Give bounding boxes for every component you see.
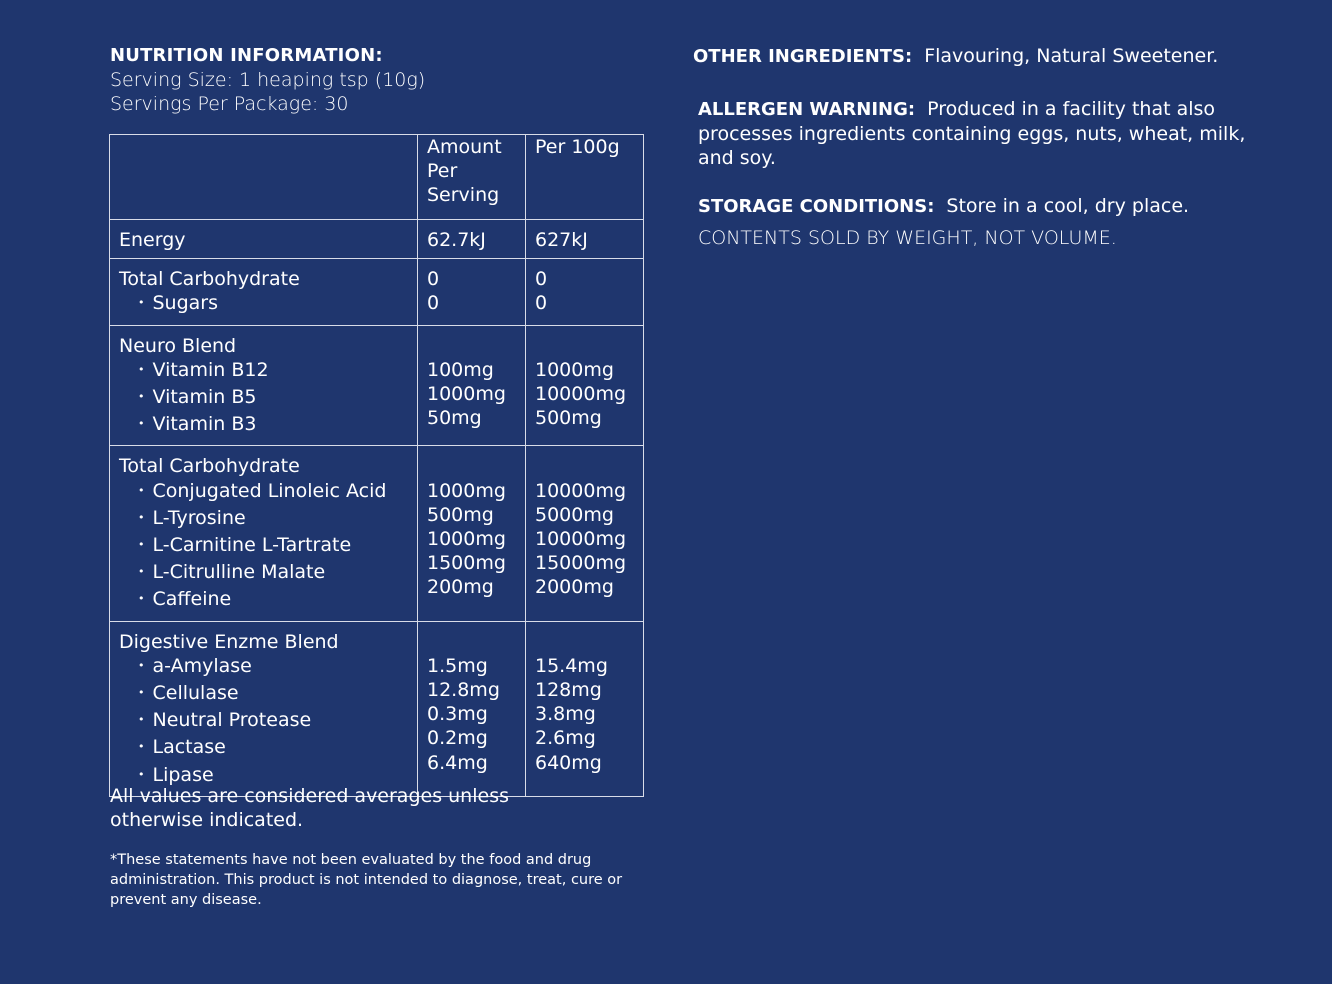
storage-conditions	[693, 194, 1273, 219]
sub-nutrient-name: • L-Citrulline Malate	[119, 560, 409, 587]
storage-conditions-label: STORAGE CONDITIONS:	[698, 196, 935, 217]
allergen-warning-label: ALLERGEN WARNING:	[698, 99, 916, 120]
sub-nutrient-name: • Vitamin B12	[119, 358, 409, 385]
sub-nutrient-per-serving: 0.3mg	[427, 703, 488, 726]
sub-nutrient-per-100g: 15.4mg	[535, 654, 608, 677]
per-serving-cell	[418, 220, 526, 259]
group-per-100g: 0	[535, 268, 548, 291]
header-line: Per	[427, 160, 458, 183]
sub-nutrient-name: • a-Amylase	[119, 654, 409, 681]
sub-nutrient-name: • Neutral Protease	[119, 708, 409, 735]
per-serving-cell	[418, 446, 526, 621]
per-100g-cell	[526, 220, 644, 259]
spacer	[535, 334, 635, 358]
group-name: Energy	[119, 229, 186, 251]
servings-per-package: Servings Per Package: 30	[110, 93, 349, 115]
sub-nutrient-name: • Caffeine	[119, 587, 409, 614]
group-per-serving: 62.7kJ	[427, 229, 486, 251]
sub-nutrient-name: • Lipase	[119, 763, 409, 790]
per-100g-cell	[526, 621, 644, 796]
sub-nutrient-per-serving: 1500mg	[427, 552, 506, 575]
table-row	[110, 259, 644, 325]
allergen-warning	[693, 97, 1273, 170]
sub-nutrient-name: • Vitamin B5	[119, 385, 409, 412]
spacer	[427, 630, 517, 654]
sub-nutrient-per-serving: 6.4mg	[427, 751, 488, 774]
per-serving-cell	[418, 325, 526, 446]
sub-nutrient-per-serving: 1.5mg	[427, 654, 488, 677]
other-ingredients	[693, 44, 1273, 69]
spacer	[427, 334, 517, 358]
sub-nutrient-per-100g: 10000mg	[535, 528, 627, 551]
nutrient-name-cell	[110, 220, 418, 259]
header-line: Serving	[427, 184, 500, 207]
sub-nutrient-per-serving: 100mg	[427, 358, 494, 381]
storage-conditions-text: Store in a cool, dry place.	[946, 195, 1190, 217]
nutrition-title: NUTRITION INFORMATION:	[110, 45, 383, 66]
sub-nutrient-per-100g: 1000mg	[535, 358, 614, 381]
nutrition-table	[109, 134, 644, 797]
other-ingredients-text: Flavouring, Natural Sweetener.	[924, 45, 1219, 67]
sub-nutrient-per-100g: 500mg	[535, 407, 602, 430]
sub-nutrient-per-serving: 0.2mg	[427, 727, 488, 750]
header-per-100g: Per 100g	[526, 135, 644, 220]
sub-nutrient-name: • Lactase	[119, 735, 409, 762]
sub-nutrient-per-100g: 3.8mg	[535, 703, 596, 726]
allergen-warning-text: Produced in a facility that also processes ingredients containing eggs, nuts, wheat, milk, and soy.	[698, 98, 1246, 169]
sub-nutrient-name: • Sugars	[119, 291, 409, 318]
sub-nutrient-name: • Vitamin B3	[119, 412, 409, 439]
ingredients-panel	[693, 44, 1273, 250]
spacer	[427, 454, 517, 478]
averages-note: All values are considered averages unless otherwise indicated.	[110, 785, 509, 831]
sub-nutrient-name: • L-Carnitine L-Tartrate	[119, 533, 409, 560]
nutrient-name-cell	[110, 621, 418, 796]
sub-nutrient-per-100g: 15000mg	[535, 552, 627, 575]
nutrient-name-cell	[110, 325, 418, 446]
table-header-row	[110, 135, 644, 220]
group-name: Digestive Enzme Blend	[119, 630, 339, 653]
sub-nutrient-per-100g: 640mg	[535, 751, 602, 774]
fda-disclaimer: *These statements have not been evaluated by the food and drug administration. This product is not intended to diagnose, treat, cure or prevent any disease.	[110, 852, 623, 908]
sub-nutrient-per-100g: 10000mg	[535, 479, 627, 502]
header-line: Amount	[427, 136, 502, 158]
spacer	[535, 630, 635, 654]
per-100g-cell	[526, 446, 644, 621]
group-name: Neuro Blend	[119, 334, 237, 357]
sub-nutrient-per-100g: 2000mg	[535, 576, 614, 599]
header-amount-per-serving	[418, 135, 526, 220]
sub-nutrient-name: • Conjugated Linoleic Acid	[119, 479, 409, 506]
nutrition-header	[110, 44, 650, 116]
sub-nutrient-per-100g: 10000mg	[535, 383, 627, 405]
contents-note: CONTENTS SOLD BY WEIGHT, NOT VOLUME.	[698, 227, 1117, 249]
sub-nutrient-per-serving: 12.8mg	[427, 679, 500, 702]
sub-nutrient-per-serving: 1000mg	[427, 479, 506, 502]
table-row	[110, 446, 644, 621]
per-100g-cell	[526, 259, 644, 325]
serving-size: Serving Size: 1 heaping tsp (10g)	[110, 69, 426, 91]
sub-nutrient-name: • L-Tyrosine	[119, 506, 409, 533]
sub-nutrient-per-100g: 128mg	[535, 679, 602, 702]
group-per-100g: 627kJ	[535, 229, 588, 251]
nutrient-name-cell	[110, 446, 418, 621]
other-ingredients-label: OTHER INGREDIENTS:	[693, 46, 913, 67]
per-serving-cell	[418, 621, 526, 796]
sub-nutrient-per-serving: 200mg	[427, 576, 494, 599]
spacer	[535, 454, 635, 478]
sub-nutrient-name: • Cellulase	[119, 681, 409, 708]
sub-nutrient-per-100g: 5000mg	[535, 503, 614, 526]
group-name: Total Carbohydrate	[119, 455, 300, 478]
sub-nutrient-per-serving: 0	[427, 292, 440, 315]
group-per-serving: 0	[427, 268, 440, 291]
sub-nutrient-per-100g: 0	[535, 292, 548, 315]
nutrient-name-cell	[110, 259, 418, 325]
table-row	[110, 621, 644, 796]
table-row	[110, 325, 644, 446]
sub-nutrient-per-serving: 50mg	[427, 407, 482, 430]
per-serving-cell	[418, 259, 526, 325]
table-row	[110, 220, 644, 259]
sub-nutrient-per-serving: 1000mg	[427, 528, 506, 551]
per-100g-cell	[526, 325, 644, 446]
sub-nutrient-per-serving: 500mg	[427, 503, 494, 526]
header-empty-cell	[110, 135, 418, 220]
group-name: Total Carbohydrate	[119, 268, 300, 291]
sub-nutrient-per-100g: 2.6mg	[535, 727, 596, 750]
sub-nutrient-per-serving: 1000mg	[427, 383, 506, 405]
